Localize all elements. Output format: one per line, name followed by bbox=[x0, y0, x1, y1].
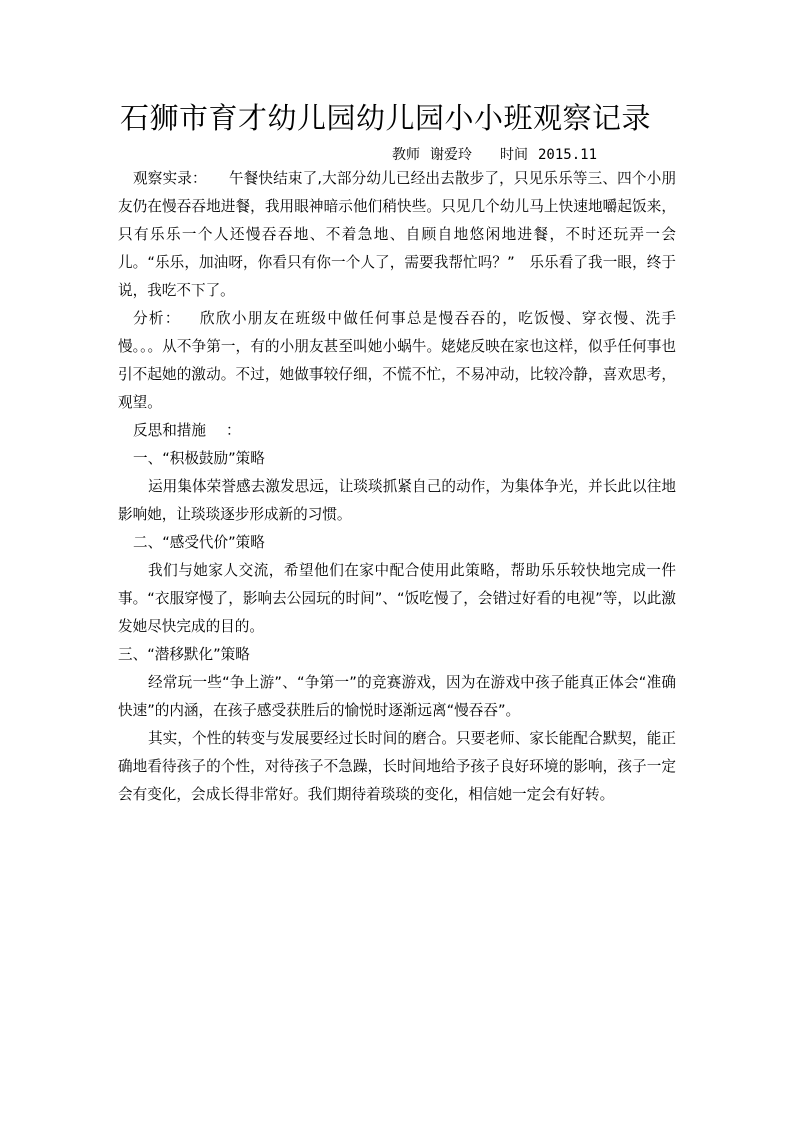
observation-text: 午餐快结束了,大部分幼儿已经出去散步了，只见乐乐等三、四个小朋友仍在慢吞吞地进餐，我用眼神暗示他们稍快些。只见几个幼儿马上快速地嚼起饭来，只有乐乐一个人还慢吞吞地、不着急地、自顾自地悠闲地进餐，不时还玩弄一会儿。“乐乐，加油呀，你看只有你一个人了，需要我帮忙吗？” 乐乐看了我一眼，终于说，我吃不下了。 bbox=[118, 170, 676, 299]
strategy-text-1: 运用集体荣誉感去激发思远，让琰琰抓紧自己的动作，为集体争光，并长此以往地影响她，让琰琰逐步形成新的习惯。 bbox=[118, 478, 676, 523]
teacher-name: 谢爱玲 bbox=[430, 147, 472, 163]
analysis-label: 分析： bbox=[133, 310, 181, 327]
analysis-paragraph bbox=[118, 305, 676, 417]
strategy-heading-3: 三、“潜移默化”策略 bbox=[118, 646, 250, 663]
date-label: 时间 bbox=[500, 147, 528, 163]
reflection-heading: 反思和措施 ： bbox=[133, 422, 241, 439]
byline bbox=[118, 145, 676, 165]
observation-paragraph bbox=[118, 165, 676, 305]
document-body bbox=[118, 98, 676, 809]
analysis-text: 欣欣小朋友在班级中做任何事总是慢吞吞的，吃饭慢、穿衣慢、洗手慢。。。从不争第一，有的小朋友甚至叫她小蜗牛。姥姥反映在家也这样，似乎任何事也引不起她的激动。不过，她做事较仔细，不慌不忙，不易冲动，比较冷静，喜欢思考，观望。 bbox=[118, 310, 676, 411]
strategy-heading-1: 一、“积极鼓励”策略 bbox=[133, 450, 265, 467]
date-value: 2015.11 bbox=[538, 147, 598, 163]
strategy-text-2: 我们与她家人交流，希望他们在家中配合使用此策略，帮助乐乐较快地完成一件事。“衣服穿慢了，影响去公园玩的时间”、“饭吃慢了，会错过好看的电视”等，以此激发她尽快完成的目的。 bbox=[118, 562, 676, 635]
observation-label: 观察实录： bbox=[133, 170, 207, 187]
strategy-heading-2: 二、“感受代价”策略 bbox=[133, 534, 265, 551]
document-title: 石狮市育才幼儿园幼儿园小小班观察记录 bbox=[120, 101, 652, 135]
strategy-text-3: 经常玩一些“争上游”、“争第一”的竞赛游戏，因为在游戏中孩子能真正体会“准确快速”的内涵，在孩子感受获胜后的愉悦时逐渐远离“慢吞吞”。 bbox=[118, 674, 676, 719]
conclusion-paragraph: 其实，个性的转变与发展要经过长时间的磨合。只要老师、家长能配合默契，能正确地看待孩子的个性，对待孩子不急躁，长时间地给予孩子良好环境的影响，孩子一定会有变化，会成长得非常好。我们期待着琰琰的变化，相信她一定会有好转。 bbox=[118, 730, 676, 803]
teacher-label: 教师 bbox=[392, 147, 420, 163]
